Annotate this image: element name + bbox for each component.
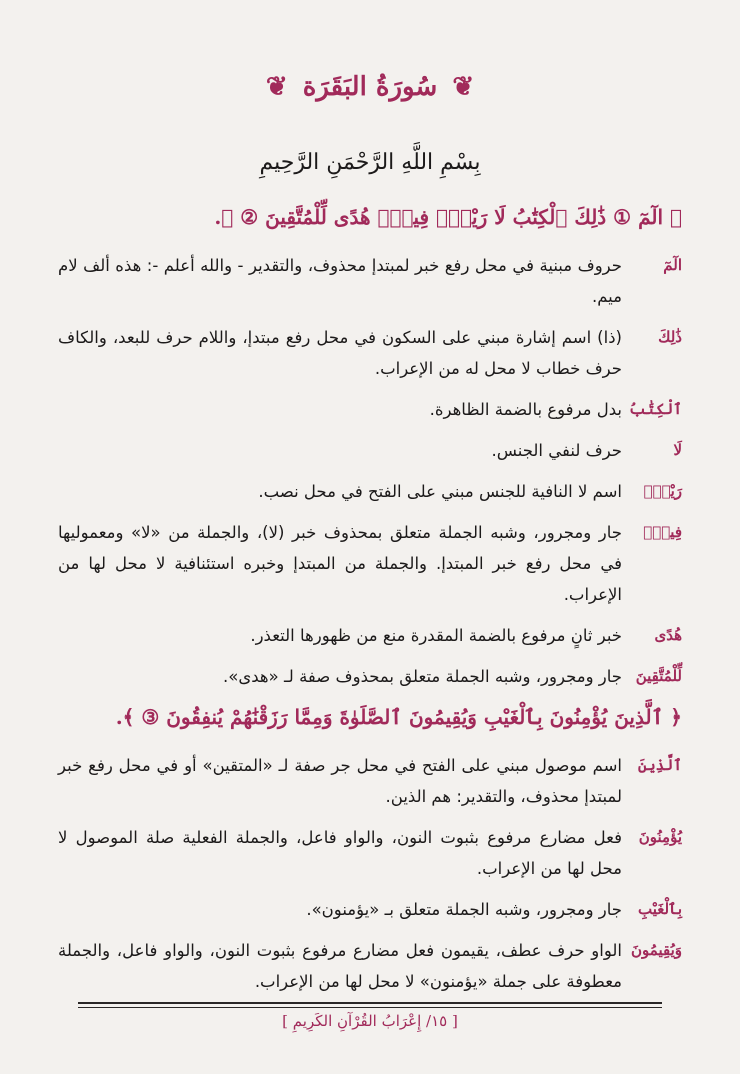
entry-explanation: بدل مرفوع بالضمة الظاهرة. [429, 400, 622, 419]
entry-term: بِٱلْغَيْبِ [637, 900, 682, 918]
ornament-icon: ❦ [452, 72, 475, 102]
analysis-entry [58, 620, 682, 651]
analysis-list-2 [58, 750, 682, 997]
entry-explanation: اسم موصول مبني على الفتح في محل جر صفة لـ «المتقين» أو في محل رفع خبر لمبتدإ محذوف، والتقدير: هم الذين. [58, 756, 622, 806]
entry-explanation: حرف لنفي الجنس. [491, 441, 622, 460]
page-footer: [ ١٥/ إِعْرَابُ القُرْآنِ الكَرِيمِ ] [282, 1012, 458, 1030]
entry-term: فِيهِۛ [643, 523, 682, 541]
entry-term: يُؤْمِنُونَ [638, 828, 682, 846]
entry-term: هُدًى [654, 626, 682, 644]
entry-term: ٱلْكِتَٰبُ [629, 400, 682, 418]
basmala: بِسْمِ اللَّهِ الرَّحْمَنِ الرَّحِيمِ [259, 150, 481, 175]
analysis-entry [58, 435, 682, 466]
entry-term: ٱلَّذِينَ [638, 756, 682, 774]
analysis-entry [58, 476, 682, 507]
footer-divider [78, 1002, 662, 1004]
entry-explanation: اسم لا النافية للجنس مبني على الفتح في محل نصب. [258, 482, 622, 501]
analysis-entry [58, 661, 682, 692]
entry-explanation: الواو حرف عطف، يقيمون فعل مضارع مرفوع بثبوت النون، والواو فاعل، والجملة معطوفة على جملة «يؤمنون» لا محل لها من الإعراب. [58, 941, 622, 991]
analysis-entry [58, 322, 682, 384]
entry-explanation: فعل مضارع مرفوع بثبوت النون، والواو فاعل، والجملة الفعلية صلة الموصول لا محل لها من الإعراب. [58, 828, 622, 878]
entry-explanation: جار ومجرور، وشبه الجملة متعلق بمحذوف خبر (لا)، والجملة من «لا» ومعموليها في محل رفع خبر المبتدإ. والجملة من المبتدإ وخبره استئنافية لا محل لها من الإعراب. [58, 523, 622, 604]
analysis-entry [58, 250, 682, 312]
footer-divider-thin [78, 1007, 662, 1008]
analysis-entry [58, 394, 682, 425]
ayah-text-2: ﴿ ٱلَّذِينَ يُؤْمِنُونَ بِٱلْغَيْبِ وَيُقِيمُونَ ٱلصَّلَوٰةَ وَمِمَّا رَزَقْنَٰهُمْ يُنفِقُونَ ③ ﴾. [115, 705, 682, 729]
ornament-icon: ❦ [265, 72, 288, 102]
entry-term: وَيُقِيمُونَ [631, 941, 682, 959]
entry-explanation: جار ومجرور، وشبه الجملة متعلق بـ «يؤمنون». [306, 900, 622, 919]
entry-term: الٓمٓ [663, 256, 682, 274]
analysis-entry [58, 894, 682, 925]
surah-title-text: سُورَةُ البَقَرَة [302, 72, 438, 102]
surah-title [0, 72, 740, 102]
analysis-entry [58, 822, 682, 884]
entry-explanation: جار ومجرور، وشبه الجملة متعلق بمحذوف صفة لـ «هدى». [223, 667, 622, 686]
entry-term: ذَٰلِكَ [658, 328, 682, 346]
ayah-text-1: ﴿ الٓمٓ ① ذَٰلِكَ ٱلْكِتَٰبُ لَا رَيْبَۛ فِيهِۛ هُدًى لِّلْمُتَّقِينَ ② ﴾. [214, 205, 682, 229]
entry-explanation: حروف مبنية في محل رفع خبر لمبتدإ محذوف، والتقدير - والله أعلم -: هذه ألف لام ميم. [58, 256, 622, 306]
analysis-entry [58, 935, 682, 997]
entry-term: لَا [673, 441, 682, 459]
entry-term: رَيْبَۛ [643, 482, 682, 500]
analysis-entry [58, 517, 682, 610]
page-content [58, 196, 682, 991]
entry-explanation: (ذا) اسم إشارة مبني على السكون في محل رفع مبتدإ، واللام حرف للبعد، والكاف حرف خطاب لا محل له من الإعراب. [58, 328, 622, 378]
entry-term: لِّلْمُتَّقِينَ [635, 667, 682, 685]
analysis-entry [58, 750, 682, 812]
entry-explanation: خبر ثانٍ مرفوع بالضمة المقدرة منع من ظهورها التعذر. [250, 626, 622, 645]
analysis-list-1 [58, 250, 682, 692]
